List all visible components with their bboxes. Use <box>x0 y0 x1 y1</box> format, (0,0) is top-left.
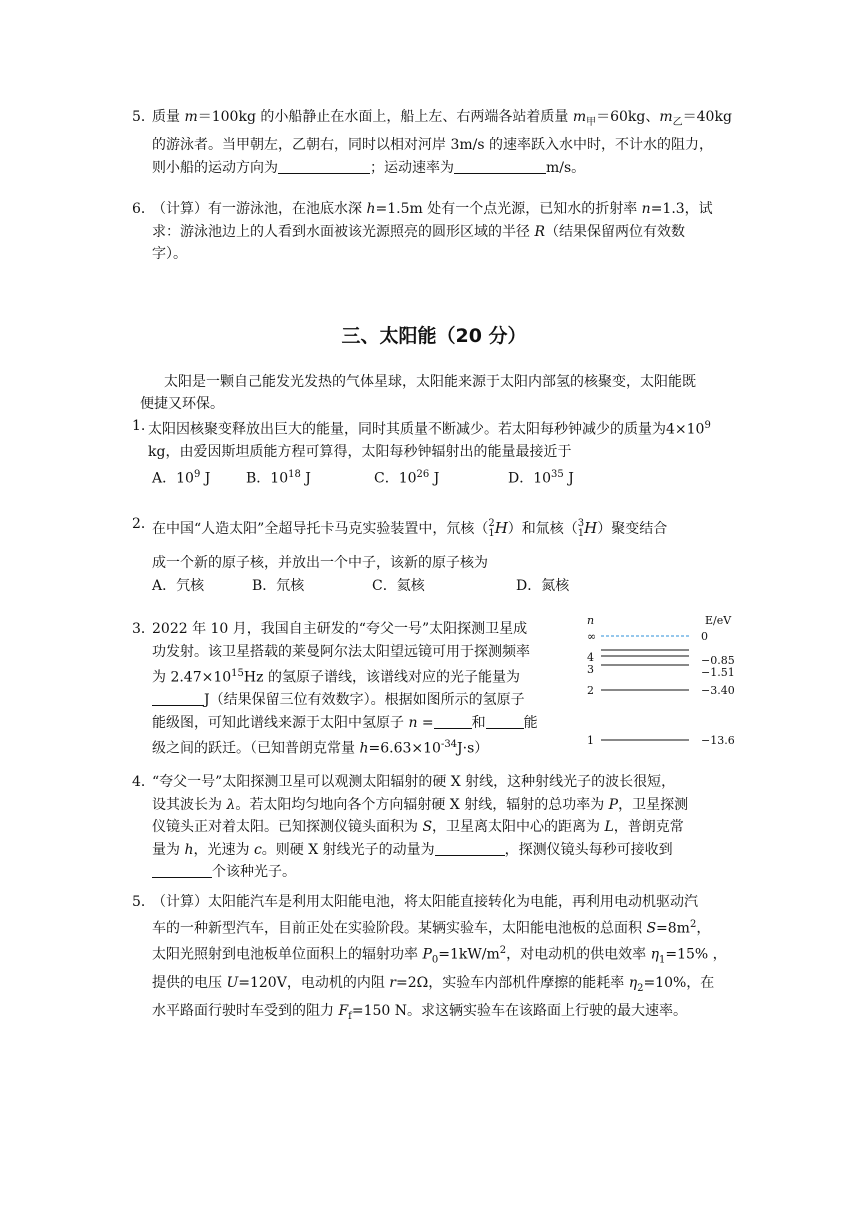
question-line: 功发射。该卫星搭载的莱曼阿尔法太阳望远镜可用于探测频率 <box>152 643 530 660</box>
text: 太阳光照射到电池板单位面积上的辐射功率 <box>152 946 423 963</box>
text: （结果保留两位有效数 <box>545 223 685 240</box>
question-line <box>152 861 760 884</box>
option-d[interactable] <box>508 464 574 490</box>
text: ＝60kg、 <box>596 109 660 125</box>
question-number: 1. <box>132 418 146 434</box>
var: h <box>366 201 376 217</box>
var: h <box>359 740 369 757</box>
subscript: 乙 <box>672 116 683 128</box>
text: 仪镜头正对着太阳。已知探测仪镜头面积为 <box>152 819 423 835</box>
text: 质量 <box>152 109 185 125</box>
level-n-2: 2 <box>587 684 594 697</box>
var: m <box>184 109 198 125</box>
option-label: C．10 <box>374 470 417 487</box>
options <box>132 575 760 598</box>
atomic-number: 1 <box>577 528 585 539</box>
text: =6.63×10 <box>368 740 441 757</box>
superscript: 2 <box>499 944 507 956</box>
superscript: -34 <box>440 739 458 751</box>
level-e-3: −1.51 <box>701 666 735 679</box>
text: 能 <box>523 714 538 731</box>
question-5-solar-car <box>132 891 760 1028</box>
superscript: 15 <box>231 668 244 679</box>
text: ，普朗克常 <box>613 819 684 835</box>
text: 设其波长为 <box>152 796 227 813</box>
text: ＝40kg <box>682 109 732 125</box>
question-line <box>152 794 760 817</box>
option-label: A．10 <box>152 470 194 487</box>
var: c <box>253 841 262 858</box>
option-b[interactable] <box>246 464 374 490</box>
question-number: 5． <box>132 894 155 910</box>
text: = <box>417 714 434 731</box>
question-number: 2． <box>132 516 155 532</box>
subscript: 1 <box>658 954 666 966</box>
e-axis-label: E/eV <box>705 614 732 627</box>
unit: J <box>429 470 440 487</box>
question-line <box>152 712 572 735</box>
question-2-fusion <box>132 513 760 597</box>
question-line <box>152 157 760 180</box>
var: h <box>184 841 194 858</box>
question-line <box>152 972 760 1000</box>
question-line <box>152 940 760 972</box>
text: ，探测仪镜头每秒可接收到 <box>504 841 673 858</box>
text: =1.5m 处有一个点光源，已知水的折射率 <box>375 201 642 217</box>
text: ，对电动机的供电效率 <box>506 946 651 963</box>
text: 则小船的运动方向为 <box>152 159 278 176</box>
level-n-3: 3 <box>587 663 594 676</box>
superscript: 2 <box>689 918 697 930</box>
level-e-1: −13.6 <box>701 734 735 747</box>
unit: J <box>300 470 311 487</box>
question-line <box>152 734 572 760</box>
question-line <box>152 839 760 862</box>
question-line <box>152 816 760 839</box>
text: 水平路面行驶时车受到的阻力 <box>152 1002 339 1019</box>
text: ＝100kg 的小船静止在水面上，船上左、右两端各站着质量 <box>197 109 573 125</box>
level-n-1: 1 <box>587 734 594 747</box>
text: =120V，电动机的内阻 <box>238 974 390 991</box>
question-number: 5． <box>132 109 155 125</box>
superscript: 26 <box>416 468 430 480</box>
question-line <box>152 221 760 244</box>
var: S <box>422 819 433 835</box>
question-line: 字）。 <box>152 246 187 262</box>
option-b[interactable]: B．氘核 <box>252 577 305 594</box>
text: ， <box>696 920 711 937</box>
hydrogen-energy-level-diagram <box>583 612 773 752</box>
answer-blank[interactable] <box>152 861 212 878</box>
text: （计算）有一游泳池，在池底水深 <box>152 201 367 217</box>
var: F <box>338 1002 349 1019</box>
question-line <box>152 663 572 689</box>
var: n <box>641 201 651 217</box>
superscript: 9 <box>704 420 711 431</box>
option-a[interactable] <box>152 464 246 490</box>
level-n-inf: ∞ <box>587 630 597 643</box>
option-a[interactable]: A．氕核 <box>152 577 205 594</box>
text: 车的一种新型汽车，目前正处在实验阶段。某辆实验车，太阳能电池板的总面积 <box>152 920 647 937</box>
symbol: H <box>584 519 598 537</box>
text: =10%，在 <box>643 974 715 991</box>
text: 和 <box>471 714 486 731</box>
answer-blank[interactable] <box>486 712 524 729</box>
option-d[interactable]: D．氮核 <box>516 577 570 594</box>
question-line: “夸父一号”太阳探测卫星可以观测太阳辐射的硬 X 射线，这种射线光子的波长很短， <box>152 774 676 790</box>
var: λ <box>226 796 236 813</box>
options <box>132 464 760 490</box>
var: S <box>646 920 657 937</box>
subscript: f <box>348 1010 352 1022</box>
mass-number: 3 <box>577 518 585 529</box>
var: P <box>608 796 619 813</box>
subscript: 甲 <box>586 116 597 128</box>
text: ，卫星探测 <box>618 796 689 813</box>
text: 提供的电压 <box>152 974 227 991</box>
unit: J <box>563 470 574 487</box>
unit: J <box>200 470 211 487</box>
var: L <box>604 819 614 835</box>
text: =8m <box>656 920 690 937</box>
text: ）和氚核（ <box>507 521 578 537</box>
question-line <box>152 198 760 221</box>
text: 为 2.47×10 <box>152 669 232 686</box>
question-number: 3． <box>132 621 155 637</box>
text: m/s。 <box>546 159 586 176</box>
answer-blank[interactable] <box>278 157 370 174</box>
subscript: 2 <box>637 982 644 994</box>
text: 求：游泳池边上的人看到水面被该光源照亮的圆形区域的半径 <box>152 223 535 240</box>
n-axis-label: n <box>587 614 595 627</box>
superscript: 9 <box>193 468 201 480</box>
text: 量为 <box>152 841 185 858</box>
var: R <box>534 223 545 240</box>
text: 能级图，可知此谱线来源于太阳中氢原子 <box>152 714 409 731</box>
var: U <box>226 974 239 991</box>
option-label: B．10 <box>246 470 289 487</box>
question-6-swimming-pool <box>132 198 760 266</box>
var: m <box>659 109 673 125</box>
intro-line: 太阳是一颗自己能发光发热的气体星球，太阳能来源于太阳内部氢的核聚变，太阳能既 <box>164 374 696 390</box>
level-e-2: −3.40 <box>701 684 735 697</box>
text: 级之间的跃迁。（已知普朗克常量 <box>152 740 360 757</box>
level-n-4: 4 <box>587 651 594 664</box>
text: =1kW/m <box>438 946 500 963</box>
answer-blank[interactable] <box>152 689 204 706</box>
section-title: 三、太阳能（20 分） <box>341 325 527 347</box>
question-line <box>152 914 760 940</box>
question-line: 的游泳者。当甲朝左，乙朝右，同时以相对河岸 3m/s 的速率跃入水中时，不计水的阻力， <box>152 137 713 154</box>
var: n <box>408 714 418 731</box>
question-4-hard-xray <box>132 771 760 884</box>
option-c[interactable] <box>374 464 508 490</box>
intro-line: 便捷又环保。 <box>140 396 224 412</box>
superscript: 18 <box>288 468 301 480</box>
subscript: 0 <box>431 954 439 966</box>
answer-blank[interactable] <box>454 157 546 174</box>
question-1-solar-mass <box>132 415 760 490</box>
question-line <box>152 106 760 134</box>
level-e-inf: 0 <box>701 630 708 643</box>
question-line: kg，由爱因斯坦质能方程可算得，太阳每秒钟辐射出的能量最接近于 <box>148 444 572 461</box>
text: J（结果保留三位有效数字）。根据如图所示的氢原子 <box>204 692 525 709</box>
text: =150 N。求这辆实验车在该路面上行驶的最大速率。 <box>351 1002 688 1019</box>
mass-number: 2 <box>488 518 495 529</box>
atomic-number: 1 <box>488 528 495 539</box>
text: 。则硬 X 射线光子的动量为 <box>261 841 435 858</box>
question-line: （计算）太阳能汽车是利用太阳能电池，将太阳能直接转化为电能，再利用电动机驱动汽 <box>152 894 698 910</box>
question-line <box>152 689 572 712</box>
symbol: H <box>494 519 508 537</box>
text: ，光速为 <box>193 841 254 858</box>
answer-blank[interactable] <box>435 839 505 856</box>
var: r <box>389 974 396 991</box>
text: ；运动速率为 <box>370 159 454 176</box>
answer-blank[interactable] <box>434 712 472 729</box>
question-3-kuafu-satellite <box>132 618 572 760</box>
question-5-mass-boat <box>132 106 760 179</box>
question-line <box>152 513 760 544</box>
text: =15% ， <box>665 946 727 963</box>
text: J·s） <box>457 740 489 757</box>
text: =2Ω，实验车内部机件摩擦的能耗率 <box>395 974 629 991</box>
question-line: 成一个新的原子核，并放出一个中子，该新的原子核为 <box>152 555 488 571</box>
var: η <box>650 946 659 963</box>
question-number: 4． <box>132 774 155 790</box>
superscript: 35 <box>551 468 564 480</box>
option-c[interactable]: C．氦核 <box>372 577 425 594</box>
var: P <box>422 946 432 963</box>
question-line <box>148 415 760 441</box>
text: ）聚变结合 <box>597 521 668 537</box>
section-intro <box>140 371 740 415</box>
text: ，卫星离太阳中心的距离为 <box>432 819 605 835</box>
var: m <box>572 109 587 125</box>
level-e-4: −0.85 <box>701 654 735 667</box>
var: η <box>628 974 638 991</box>
text: 在中国“人造太阳”全超导托卡马克实验装置中，氘核（ <box>152 521 489 537</box>
text: Hz 的氢原子谱线，该谱线对应的光子能量为 <box>243 669 520 686</box>
text: 。若太阳均匀地向各个方向辐射硬 X 射线，辐射的总功率为 <box>235 796 609 813</box>
question-line: 2022 年 10 月，我国自主研发的“夸父一号”太阳探测卫星成 <box>152 621 528 637</box>
text: 太阳因核聚变释放出巨大的能量，同时其质量不断减少。若太阳每秒钟减少的质量为4×10 <box>148 421 705 438</box>
question-line <box>152 1000 760 1028</box>
text: 个该种光子。 <box>212 864 296 880</box>
question-number: 6． <box>132 201 155 217</box>
option-label: D．10 <box>508 470 552 487</box>
text: =1.3，试 <box>650 201 713 217</box>
